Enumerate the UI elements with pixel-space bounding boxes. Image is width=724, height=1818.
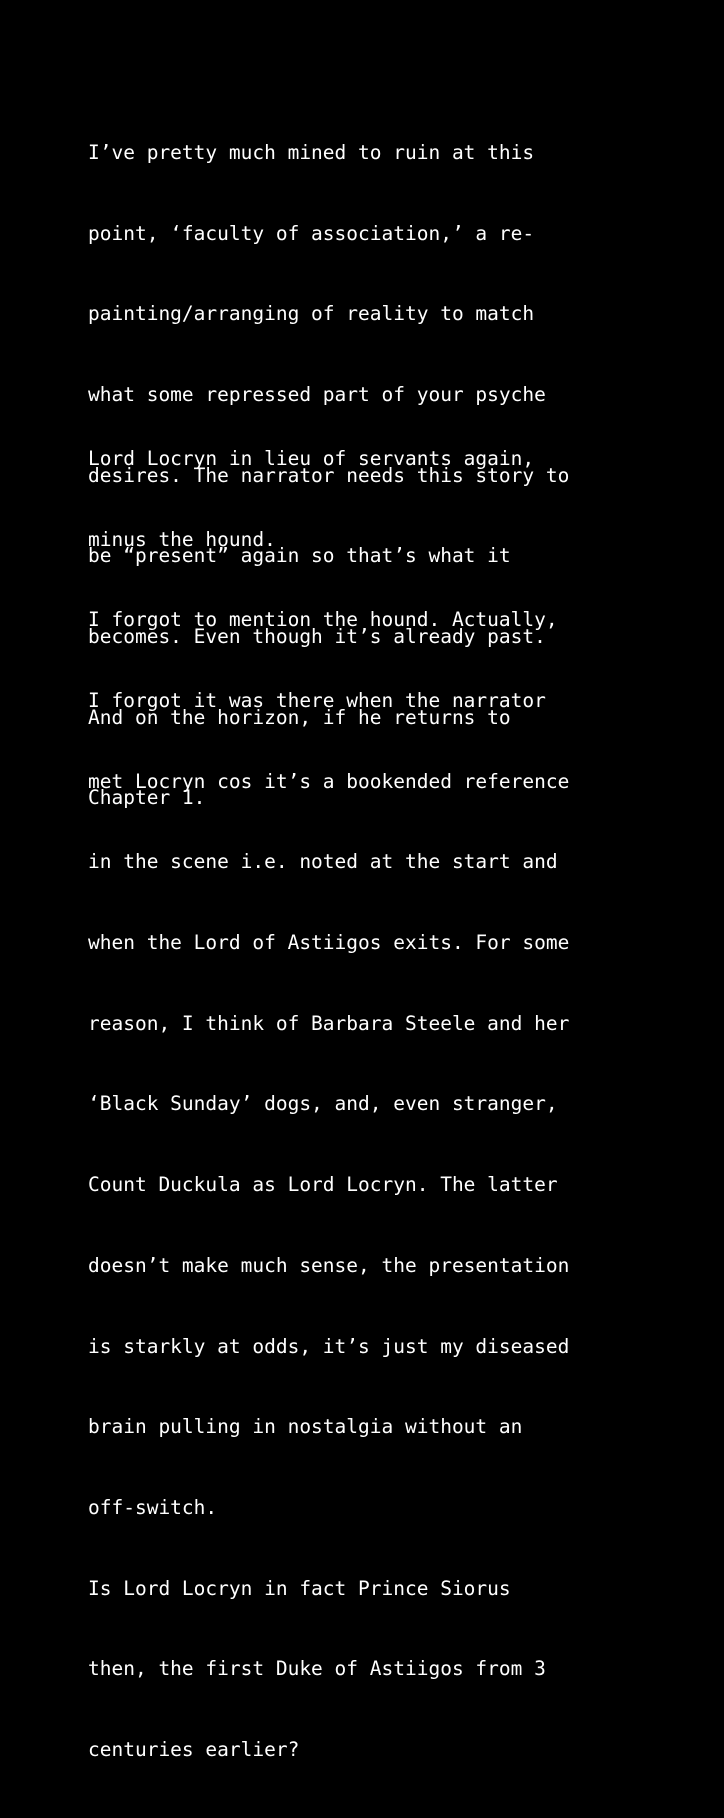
- text-line: when the Lord of Astiigos exits. For some: [88, 931, 570, 955]
- text-line: Is Lord Locryn in fact Prince Siorus: [88, 1576, 511, 1600]
- text-line: painting/arranging of reality to match: [88, 302, 535, 326]
- text-line: Chapter 1.: [88, 786, 206, 810]
- text-line: what some repressed part of your psyche: [88, 382, 546, 406]
- text-line: desires. The narrator needs this story to: [88, 463, 570, 487]
- text-line: minus the hound.: [88, 527, 276, 551]
- text-line: And on the horizon, if he returns to: [88, 705, 511, 729]
- text-line: I’ve pretty much mined to ruin at this: [88, 140, 535, 164]
- text-line: met Locryn cos it’s a bookended reference: [88, 769, 570, 793]
- text-line: becomes. Even though it’s already past.: [88, 625, 546, 649]
- text-line: off-switch.: [88, 1495, 218, 1519]
- text-line: reason, I think of Barbara Steele and her: [88, 1011, 570, 1035]
- text-line: Lord Locryn in lieu of servants again,: [88, 446, 535, 470]
- text-line: Count Duckula as Lord Locryn. The latter: [88, 1173, 558, 1197]
- text-line: then, the first Duke of Astiigos from 3: [88, 1657, 546, 1681]
- text-line: centuries earlier?: [88, 1738, 300, 1762]
- text-line: I forgot it was there when the narrator: [88, 688, 546, 712]
- text-line: in the scene i.e. noted at the start and: [88, 850, 558, 874]
- text-line: is starkly at odds, it’s just my diseased: [88, 1334, 570, 1358]
- text-line: point, ‘faculty of association,’ a re-: [88, 221, 535, 245]
- paragraph-lord-locryn: [88, 392, 718, 1818]
- text-line: brain pulling in nostalgia without an: [88, 1415, 523, 1439]
- text-line: be “present” again so that’s what it: [88, 544, 511, 568]
- text-line: doesn’t make much sense, the presentation: [88, 1253, 570, 1277]
- text-line: ‘Black Sunday’ dogs, and, even stranger,: [88, 1092, 558, 1116]
- text-line: I forgot to mention the hound. Actually,: [88, 608, 558, 632]
